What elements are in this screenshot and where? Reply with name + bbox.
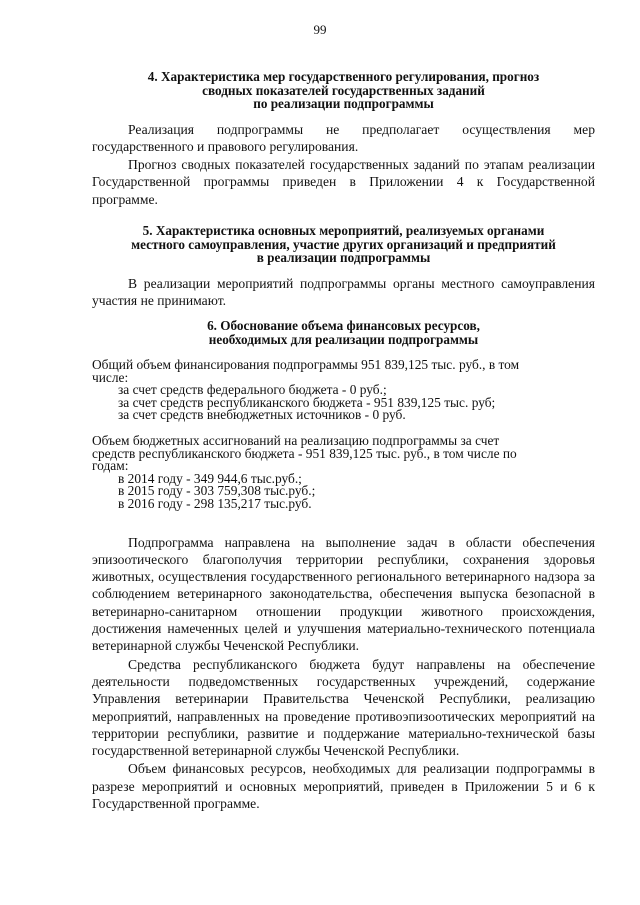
budget-year-2016: в 2016 году - 298 135,217 тыс.руб. [118,495,312,511]
section-5-title-line-2: местного самоуправления, участие других организаций и предприятий [131,236,556,252]
page-number: 99 [313,22,327,37]
section-6-title-line-2: необходимых для реализации подпрограммы [208,331,479,347]
financing-source-federal: за счет средств федерального бюджета - 0 руб.; [118,382,387,398]
section-5-title-line-1: 5. Характеристика основных мероприятий, реализуемых органами [142,223,545,238]
section-4-paragraph-2: Прогноз сводных показателей государственных заданий по этапам реализации Государственной программы приведен в Приложении 4 к Государственной программе. [92,157,595,207]
budget-years-list [92,470,595,511]
financing-source-republican: за счет средств республиканского бюджета - 951 839,125 тыс. руб; [118,394,496,410]
financing-source-extrabudgetary: за счет средств внебюджетных источников - 0 руб. [118,407,406,423]
section-6-paragraph-1: Подпрограмма направлена на выполнение задач в области обеспечения эпизоотического благополучия территории республики, сохранения здоровья животных, осуществления государственного регионального ветеринарного надзора за соблюдением ветеринарного законодательства, обеспечения выпуска безопасной в ветеринарно-санитарном отношении продукции животного происхождения, достижения намеченных целей и улучшения материально-технического потенциала ветеринарной службы Чеченской Республики. [92,534,595,654]
budget-allocations-line-3: годам: [92,458,129,474]
budget-allocations-line-1: Объем бюджетных ассигнований на реализацию подпрограммы за счет [92,432,500,448]
section-4 [92,70,595,208]
section-4-title-line-3: по реализации подпрограммы [253,96,434,111]
budget-year-2014: в 2014 году - 349 944,6 тыс.руб.; [118,470,302,486]
section-4-paragraph-1: Реализация подпрограммы не предполагает осуществления мер государственного и правового регулирования. [92,121,595,154]
section-5 [92,224,595,309]
financing-sources-list [92,384,595,422]
section-5-paragraph: В реализации мероприятий подпрограммы органы местного самоуправления участия не принимают. [92,275,595,308]
budget-allocations [92,432,595,474]
financing-total [92,359,595,384]
section-6 [92,319,595,812]
section-6-paragraph-2: Средства республиканского бюджета будут направлены на обеспечение деятельности подведомственных государственных учреждений, содержание Управления ветеринарии Правительства Чеченской Республики, реализацию мероприятий, направленных на проведение противоэпизоотических мероприятий на территории республики, развитие и поддержание материально-технической базы государственной ветеринарной службы Чеченской Республики. [92,656,595,759]
section-4-title-line-2: сводных показателей государственных заданий [202,82,485,98]
budget-allocations-line-2: средств республиканского бюджета - 951 839,125 тыс. руб., в том числе по [92,445,517,461]
section-6-paragraph-3: Объем финансовых ресурсов, необходимых для реализации подпрограммы в разрезе мероприятий и основных мероприятий, приведен в Приложении 5 и 6 к Государственной программе. [92,761,595,811]
financing-total-line-2: числе: [92,369,129,385]
section-5-title-line-3: в реализации подпрограммы [256,250,431,265]
financing-total-line-1: Общий объем финансирования подпрограммы 951 839,125 тыс. руб., в том [92,357,520,372]
section-4-title-line-1: 4. Характеристика мер государственного регулирования, прогноз [147,69,540,84]
section-6-title-line-1: 6. Обоснование объема финансовых ресурсов, [207,318,480,333]
budget-year-2015: в 2015 году - 303 759,308 тыс.руб.; [118,483,316,499]
